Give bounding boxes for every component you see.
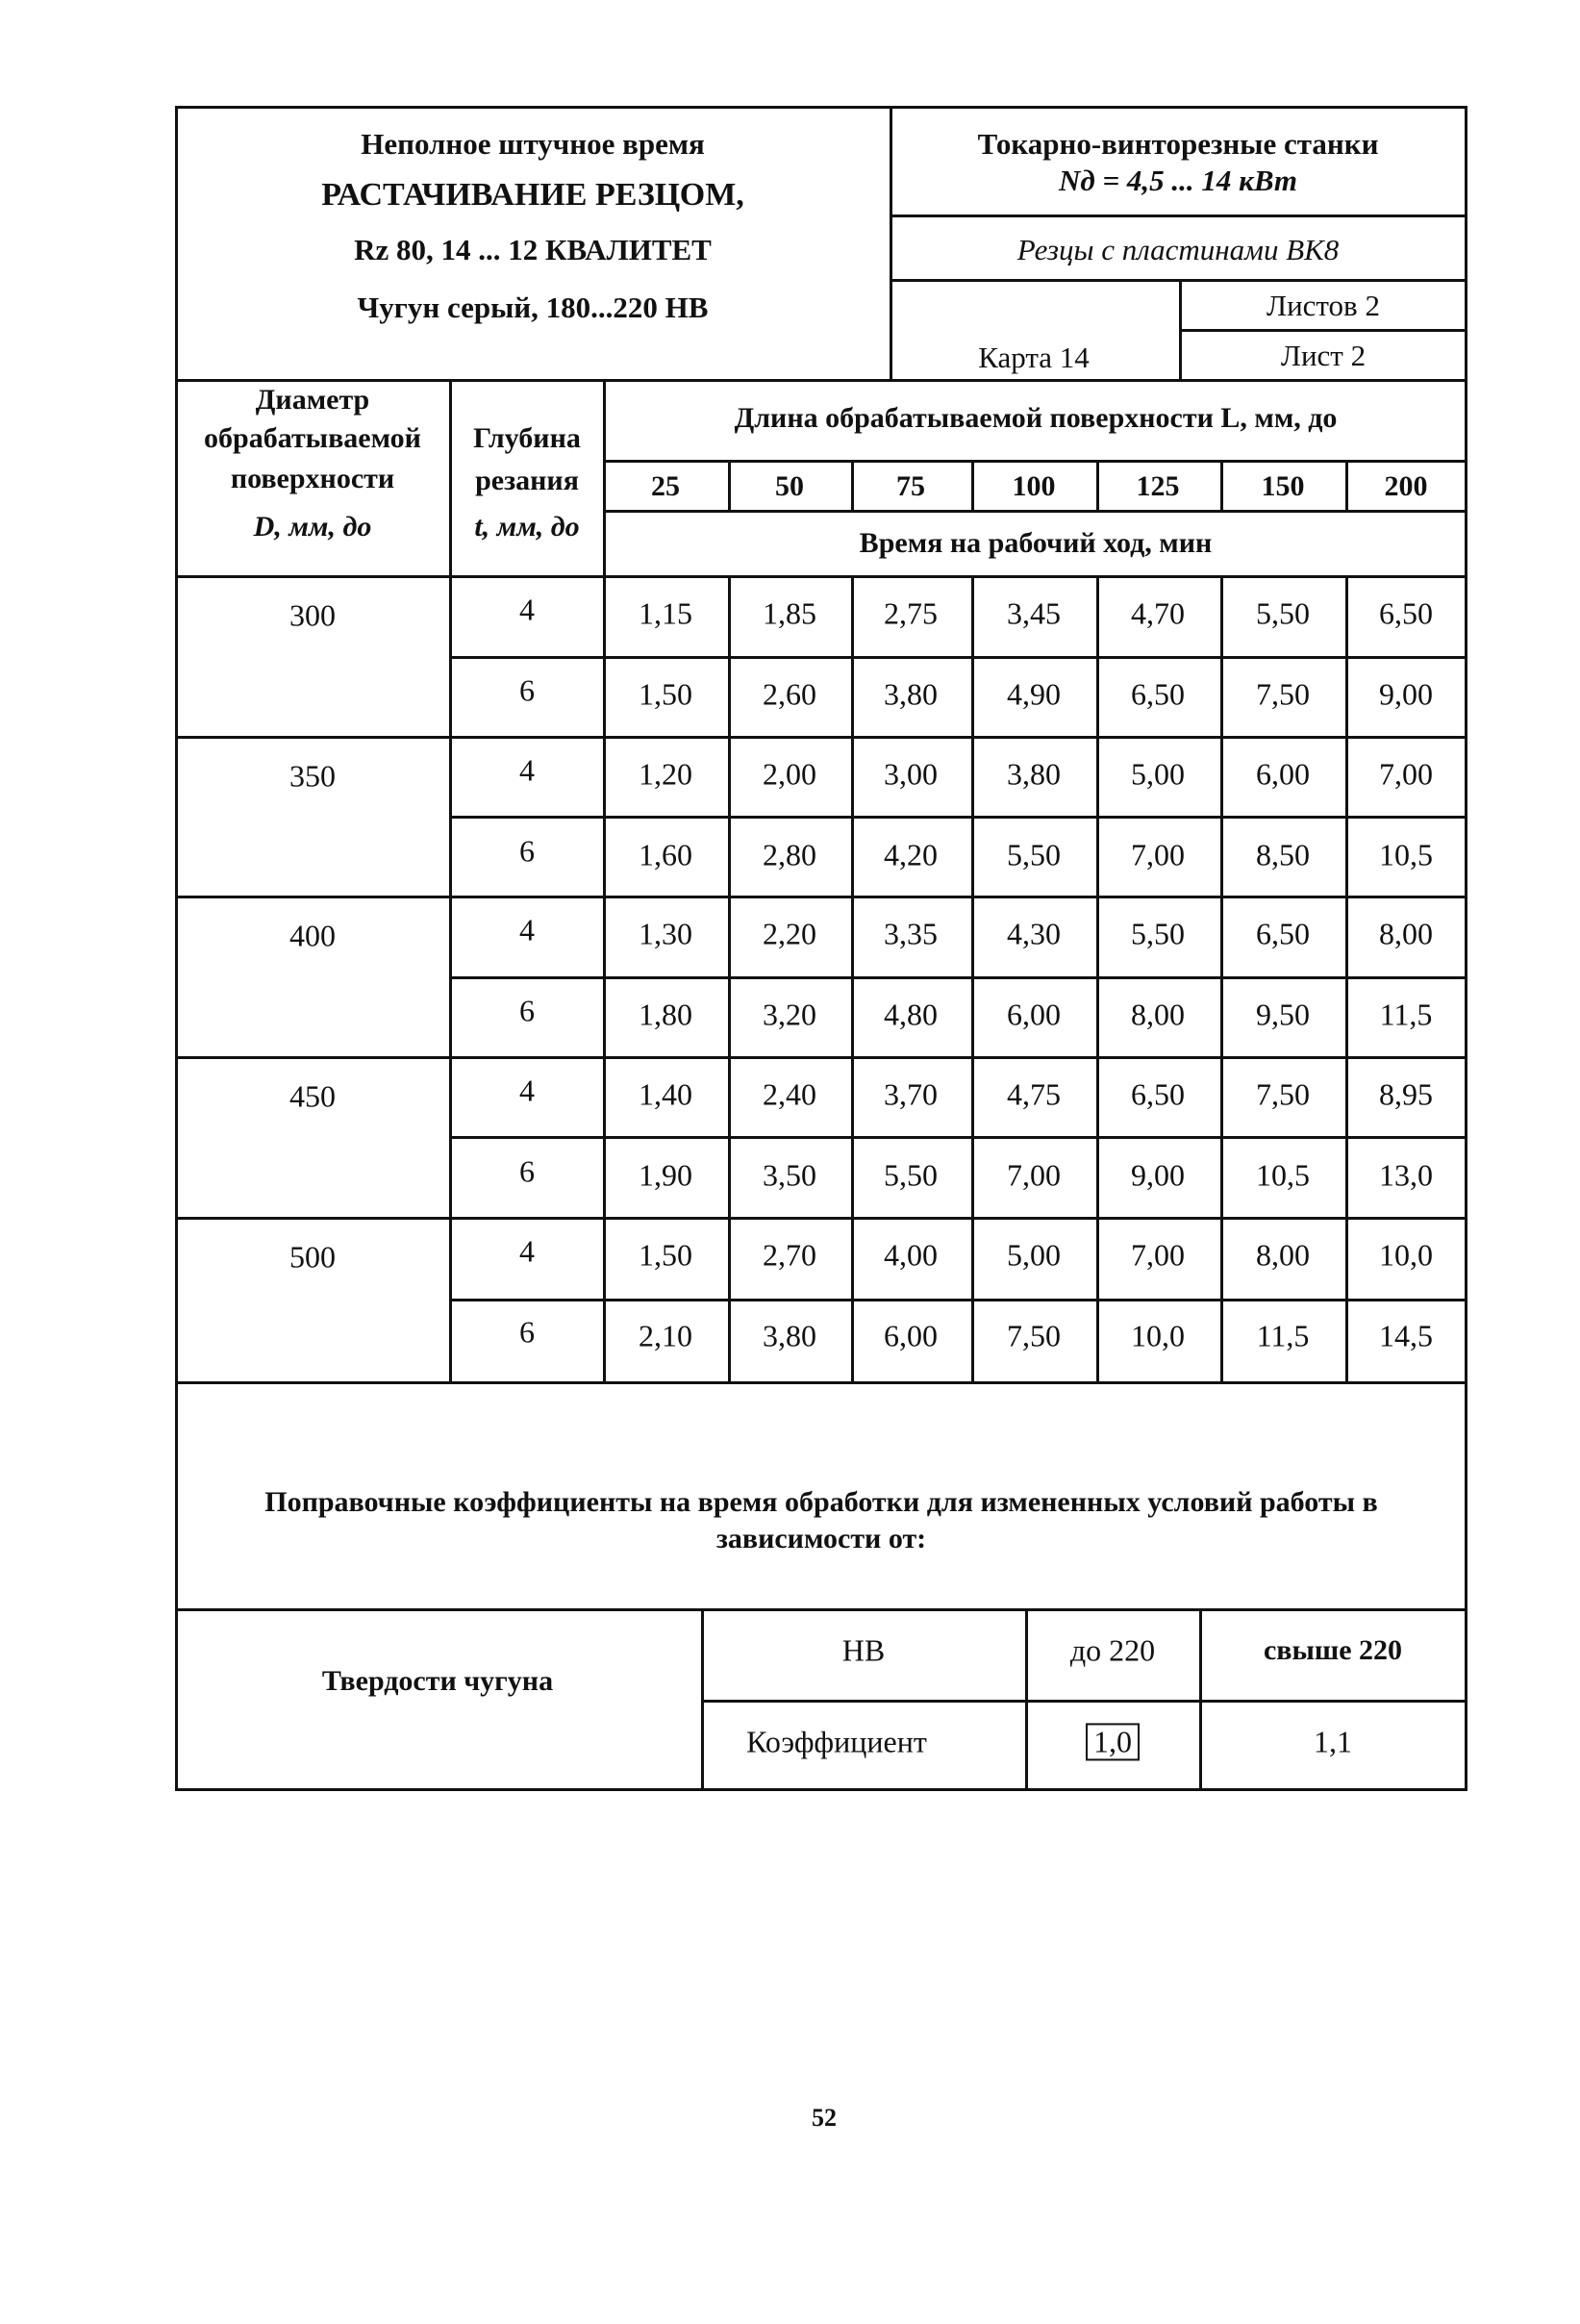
length-header: Длина обрабатываемой поверхности L, мм, до xyxy=(734,402,1338,434)
time-value-cell: 5,50 xyxy=(1007,837,1061,872)
time-value-cell: 6,50 xyxy=(1379,595,1433,631)
time-value-cell: 10,5 xyxy=(1379,837,1433,872)
time-value-cell: 8,00 xyxy=(1379,916,1433,951)
diameter-cell: 450 xyxy=(289,1078,336,1114)
depth-cell: 4 xyxy=(519,912,535,947)
time-value-cell: 13,0 xyxy=(1379,1157,1433,1192)
time-value-cell: 3,80 xyxy=(1007,756,1061,792)
time-value-cell: 3,80 xyxy=(884,676,938,711)
surface-spec: Rz 80, 14 ... 12 КВАЛИТЕТ xyxy=(354,233,712,266)
time-value-cell: 2,75 xyxy=(884,595,938,631)
time-value-cell: 1,60 xyxy=(639,837,692,872)
time-value-cell: 3,45 xyxy=(1007,595,1061,631)
depth-cell: 4 xyxy=(519,592,535,627)
time-value-cell: 2,10 xyxy=(639,1318,692,1352)
time-value-cell: 9,00 xyxy=(1379,676,1433,711)
time-value-cell: 10,0 xyxy=(1379,1237,1433,1273)
time-value-cell: 10,0 xyxy=(1131,1318,1185,1352)
time-value-cell: 7,50 xyxy=(1007,1318,1061,1352)
depth-cell: 4 xyxy=(519,1073,535,1108)
correction-title-line1: Поправочные коэффициенты на время обработки для измененных условий работы в xyxy=(264,1486,1378,1518)
col-depth-line1: Глубина xyxy=(473,422,581,454)
time-value-cell: 3,35 xyxy=(884,916,938,951)
factor-label: Твердости чугуна xyxy=(321,1665,554,1697)
length-col-header: 50 xyxy=(775,470,804,502)
length-col-header: 200 xyxy=(1384,470,1428,502)
time-value-cell: 1,90 xyxy=(639,1157,692,1192)
col-diameter-line1: Диаметр xyxy=(255,384,370,416)
time-header: Время на рабочий ход, мин xyxy=(859,527,1213,559)
time-value-cell: 2,20 xyxy=(763,916,816,951)
time-value-cell: 4,90 xyxy=(1007,676,1061,711)
diameter-cell: 350 xyxy=(289,758,336,794)
depth-cell: 6 xyxy=(519,1153,535,1188)
tool-spec: Резцы с пластинами ВК8 xyxy=(1016,233,1340,266)
coef-value-upto-220: 1,0 xyxy=(1086,1723,1140,1760)
time-value-cell: 7,00 xyxy=(1379,756,1433,792)
length-col-header: 100 xyxy=(1012,470,1056,502)
time-value-cell: 4,20 xyxy=(884,837,938,872)
time-value-cell: 5,00 xyxy=(1131,756,1185,792)
time-value-cell: 9,50 xyxy=(1256,997,1310,1031)
sheets-total: Листов 2 xyxy=(1267,289,1380,322)
time-value-cell: 2,70 xyxy=(763,1237,816,1273)
time-value-cell: 2,60 xyxy=(763,676,816,711)
time-value-cell: 7,50 xyxy=(1256,676,1310,711)
diameter-cell: 300 xyxy=(289,597,336,633)
machine-power: Nд = 4,5 ... 14 кВт xyxy=(1058,164,1298,197)
time-value-cell: 4,30 xyxy=(1007,916,1061,951)
col-depth-line2: резания xyxy=(475,465,579,496)
range-upto-220: до 220 xyxy=(1069,1632,1156,1668)
time-value-cell: 6,50 xyxy=(1131,676,1185,711)
col-diameter-line2: обрабатываемой xyxy=(204,422,421,454)
time-value-cell: 8,95 xyxy=(1379,1076,1433,1112)
depth-cell: 4 xyxy=(519,1233,535,1269)
length-col-header: 150 xyxy=(1261,470,1305,502)
time-value-cell: 7,00 xyxy=(1131,837,1185,872)
time-value-cell: 5,50 xyxy=(1131,916,1185,951)
param-label: НВ xyxy=(841,1632,886,1668)
time-value-cell: 1,85 xyxy=(763,595,816,631)
time-value-cell: 5,50 xyxy=(884,1157,938,1192)
operation-title: РАСТАЧИВАНИЕ РЕЗЦОМ, xyxy=(321,177,744,213)
time-value-cell: 4,70 xyxy=(1131,595,1185,631)
time-value-cell: 2,40 xyxy=(763,1076,816,1112)
range-over-220: свыше 220 xyxy=(1263,1634,1403,1666)
depth-cell: 6 xyxy=(519,993,535,1027)
diameter-cell: 400 xyxy=(289,918,336,953)
time-value-cell: 1,40 xyxy=(639,1076,692,1112)
time-value-cell: 3,50 xyxy=(763,1157,816,1192)
time-value-cell: 1,15 xyxy=(639,595,692,631)
time-value-cell: 7,50 xyxy=(1256,1076,1310,1112)
time-value-cell: 6,00 xyxy=(1256,756,1310,792)
time-value-cell: 1,30 xyxy=(639,916,692,951)
time-value-cell: 4,80 xyxy=(884,997,938,1031)
depth-cell: 6 xyxy=(519,672,535,707)
header-subtitle: Неполное штучное время xyxy=(361,127,705,161)
time-value-cell: 8,00 xyxy=(1131,997,1185,1031)
diameter-cell: 500 xyxy=(289,1239,336,1275)
time-value-cell: 7,00 xyxy=(1131,1237,1185,1273)
time-value-cell: 11,5 xyxy=(1379,997,1433,1031)
time-value-cell: 6,00 xyxy=(884,1318,938,1352)
time-value-cell: 1,50 xyxy=(639,1237,692,1273)
depth-cell: 6 xyxy=(519,833,535,868)
page-number: 52 xyxy=(812,2104,837,2132)
time-value-cell: 5,00 xyxy=(1007,1237,1061,1273)
time-value-cell: 6,50 xyxy=(1131,1076,1185,1112)
time-value-cell: 3,70 xyxy=(884,1076,938,1112)
time-value-cell: 3,20 xyxy=(763,997,816,1031)
length-col-header: 75 xyxy=(896,470,925,502)
material-spec: Чугун серый, 180...220 НВ xyxy=(357,290,709,324)
time-value-cell: 6,50 xyxy=(1256,916,1310,951)
time-value-cell: 1,50 xyxy=(639,676,692,711)
time-value-cell: 4,75 xyxy=(1007,1076,1061,1112)
time-value-cell: 3,80 xyxy=(763,1318,816,1352)
col-depth-line3: t, мм, до xyxy=(474,511,580,543)
time-value-cell: 8,00 xyxy=(1256,1237,1310,1273)
time-value-cell: 9,00 xyxy=(1131,1157,1185,1192)
coef-value-over-220: 1,1 xyxy=(1314,1724,1352,1759)
col-diameter-line4: D, мм, до xyxy=(253,511,372,543)
machine-type: Токарно-винторезные станки xyxy=(977,127,1379,161)
time-value-cell: 10,5 xyxy=(1256,1157,1310,1192)
time-value-cell: 5,50 xyxy=(1256,595,1310,631)
time-value-cell: 2,80 xyxy=(763,837,816,872)
time-value-cell: 4,00 xyxy=(884,1237,938,1273)
time-value-cell: 7,00 xyxy=(1007,1157,1061,1192)
time-value-cell: 2,00 xyxy=(763,756,816,792)
time-value-cell: 1,80 xyxy=(639,997,692,1031)
sheet-number: Лист 2 xyxy=(1280,339,1367,372)
time-value-cell: 6,00 xyxy=(1007,997,1061,1031)
time-value-cell: 11,5 xyxy=(1256,1318,1310,1352)
time-value-cell: 3,00 xyxy=(884,756,938,792)
depth-cell: 6 xyxy=(519,1314,535,1349)
depth-cell: 4 xyxy=(519,752,535,788)
coef-label: Коэффициент xyxy=(746,1724,927,1759)
time-value-cell: 14,5 xyxy=(1379,1318,1433,1352)
time-value-cell: 8,50 xyxy=(1256,837,1310,872)
length-col-header: 25 xyxy=(651,470,680,502)
length-col-header: 125 xyxy=(1136,470,1180,502)
correction-title-line2: зависимости от: xyxy=(715,1523,927,1554)
card-number: Карта 14 xyxy=(978,341,1090,374)
col-diameter-line3: поверхности xyxy=(230,463,395,494)
time-value-cell: 1,20 xyxy=(639,756,692,792)
